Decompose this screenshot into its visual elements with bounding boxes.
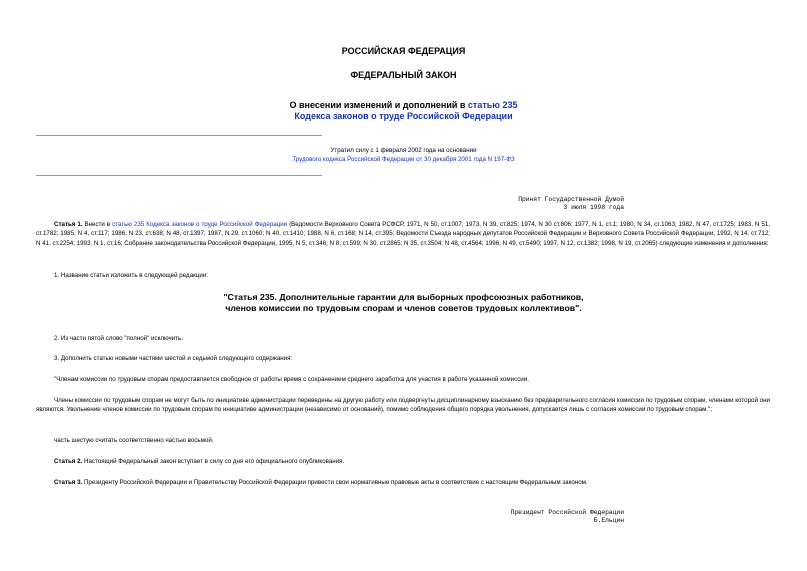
- article-2: [36, 457, 770, 466]
- doc-type-heading: ФЕДЕРАЛЬНЫЙ ЗАКОН: [350, 70, 457, 80]
- item-1: 1. Название статьи изложить в следующей редакции:: [54, 272, 208, 279]
- article-1-code-link[interactable]: статью 235 Кодекса законов о труде Российской Федерации: [112, 221, 288, 228]
- adoption-date: 3 июля 1998 года: [563, 204, 624, 211]
- signature-name: Б.Ельцин: [593, 517, 624, 524]
- article-2-label: Статья 2.: [54, 458, 83, 465]
- status-line1: Утратил силу с 1 февраля 2002 года на основании: [330, 147, 477, 154]
- article-1-label: Статья 1.: [54, 221, 83, 228]
- new-article-title-line1: "Статья 235. Дополнительные гарантии для выборных профсоюзных работников,: [223, 292, 584, 302]
- quote-paragraph-2: Члены комиссии по трудовым спорам не могут быть по инициативе администрации переведены на другую работу или подвергнуты дисциплинарному взысканию без предварительного согласия комиссии по трудовым спорам, членами которой они являются. Увольнение членов комиссии по трудовым спорам по инициативе администрации (независимо от оснований), помимо соблюдения общего порядка увольнения, допускается лишь с согласия комиссии по трудовым спорам.";: [36, 397, 770, 414]
- law-title: [0, 100, 807, 122]
- article-3: [36, 478, 770, 487]
- country-heading: РОССИЙСКАЯ ФЕДЕРАЦИЯ: [341, 46, 466, 56]
- new-article-title: [0, 292, 807, 314]
- law-title-article-link[interactable]: статью 235: [467, 100, 518, 110]
- item-3: 3. Дополнить статью новыми частями шестой и седьмой следующего содержания:: [54, 355, 293, 362]
- signature-title: Президент Российской Федерации: [510, 509, 624, 516]
- article-2-text: Настоящий Федеральный закон вступает в силу со дня его официального опубликования.: [82, 458, 345, 465]
- top-rule: [36, 135, 322, 136]
- quote-paragraph-1: "Членам комиссии по трудовым спорам предоставляется свободное от работы время с сохранением среднего заработка для участия в работе указанной комиссии.: [54, 376, 529, 383]
- article-1-prefix: Внести в: [82, 221, 113, 228]
- status-block: [0, 146, 807, 164]
- renumber-note: часть шестую считать соответственно частью восьмой.: [54, 437, 214, 444]
- signature-block: [430, 509, 624, 525]
- bottom-rule: [36, 175, 322, 176]
- article-3-label: Статья 3.: [54, 479, 83, 486]
- status-code-link[interactable]: Трудового кодекса Российской Федерации от 30 декабря 2001 года N 197-ФЗ: [292, 156, 515, 163]
- item-2: 2. Из части пятой слово "полной" исключить.: [54, 335, 183, 342]
- article-1: [36, 220, 770, 248]
- law-title-code-link[interactable]: Кодекса законов о труде Российской Федерации: [294, 111, 513, 121]
- law-title-prefix: О внесении изменений и дополнений в: [289, 100, 468, 110]
- adoption-line1: Принят Государственной Думой: [518, 196, 624, 203]
- article-1-text: (Ведомости Верховного Совета РСФСР, 1971, N 50, ст.1007; 1973, N 39, ст.825; 1974, N 30 ст.806; 1977, N 1, ст.1; 1980, N 34, ст.1063; 1982, N 47, ст.1725; 1983, N 51, ст.1782; 1985, N 4, ст.117; 1986, N 23, ст.638; N 48, ст.1397; 1987, N 29, ст.1060; N 40, ст.1410; 1988, N 6, ст.168; N 14, ст.395; Ведомости Съезда народных депутатов Российской Федерации и Верховного Совета Российской Федерации, 1992, N 14, ст.712; N 41, ст.2254; 1993, N 1, ст.16; Собрание законодательства Российской Федерации, 1995, N 5, ст.346; N 8, ст.599; N 30, ст.2865; N 35, ст.3504; N 48, ст.4564; 1996, N 49, ст.5490; 1997, N 12, ст.1382; 1998, N 19, ст.2065) следующие изменения и дополнения:: [36, 221, 770, 247]
- article-3-text: Президенту Российской Федерации и Правительству Российской Федерации привести свои нормативные правовые акты в соответствие с настоящим Федеральным законом.: [82, 479, 588, 486]
- adoption-note: [430, 196, 624, 212]
- new-article-title-line2: членов комиссии по трудовым спорам и членов советов трудовых коллективов".: [225, 303, 582, 313]
